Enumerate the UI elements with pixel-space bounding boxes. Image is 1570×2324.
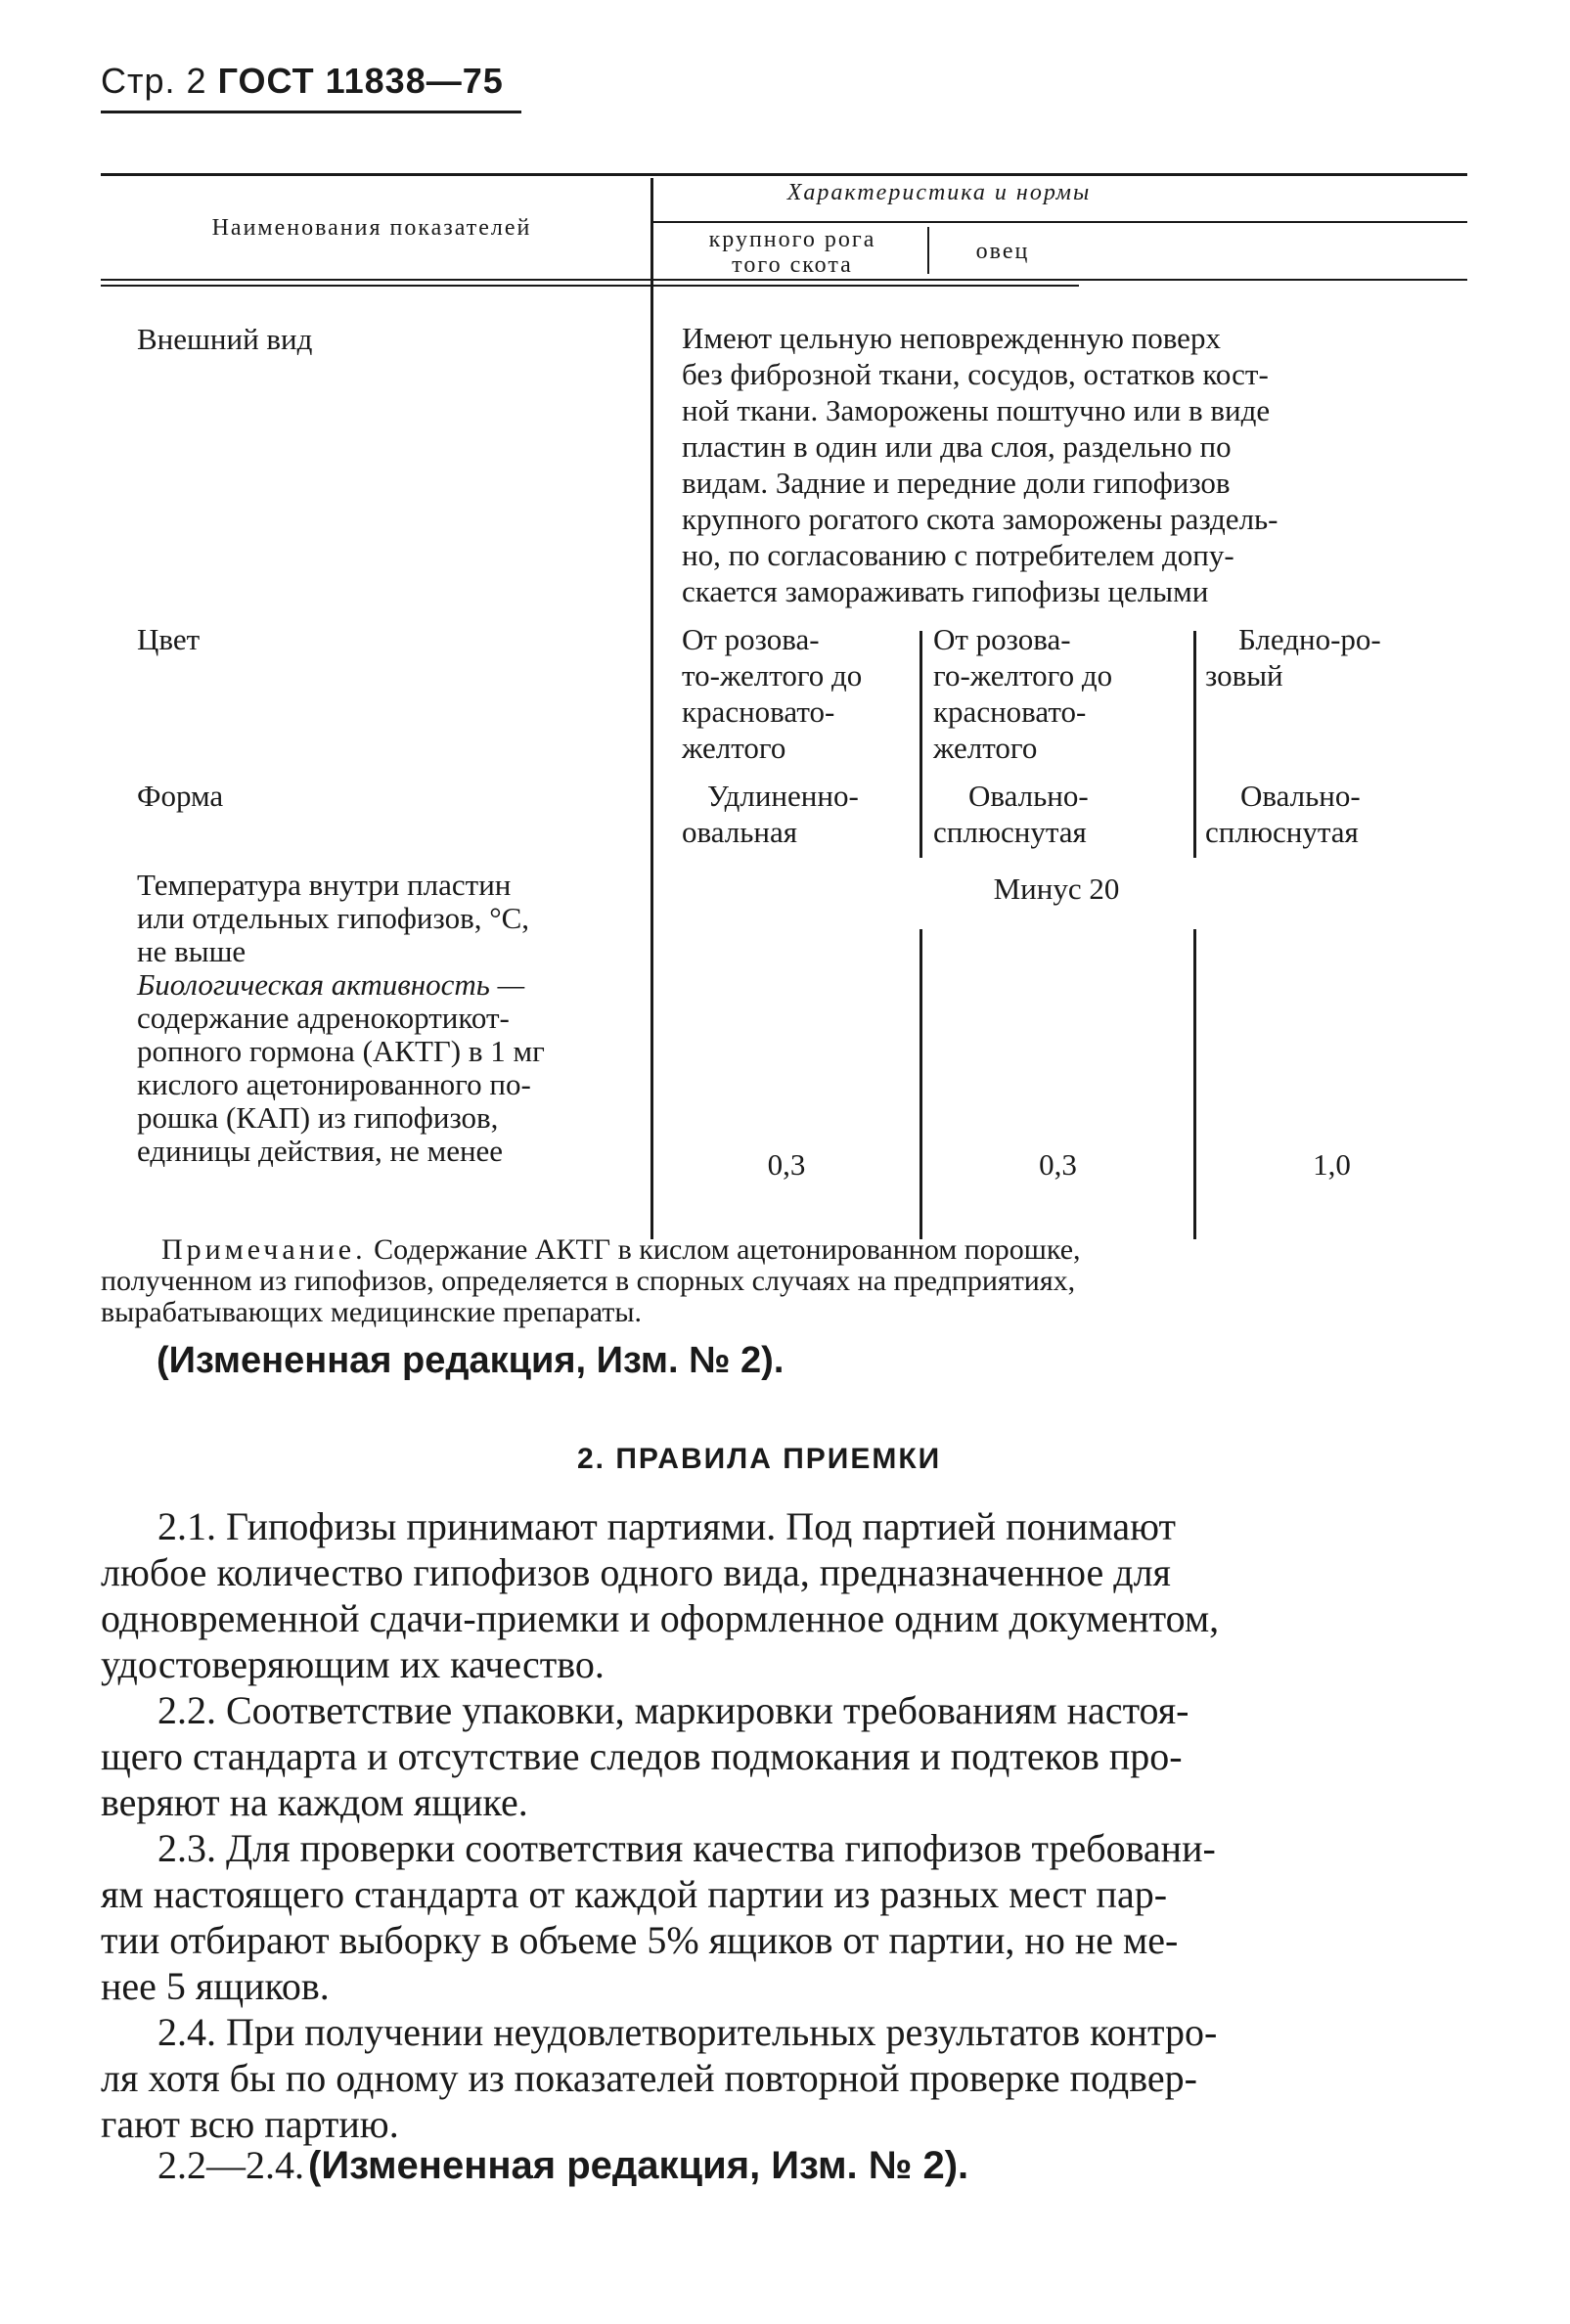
activity-label-line: единицы действия, не менее — [137, 1134, 504, 1168]
paragraph-2-3 — [101, 1825, 1216, 2009]
shape-col3-line: сплюснутая — [1205, 815, 1359, 849]
activity-label-line: рошка (КАП) из гипофизов, — [137, 1100, 499, 1135]
table-vrule-col2-a — [920, 631, 922, 858]
color-sheep-line: От розова- — [933, 622, 1071, 656]
shape-cattle-line: овальная — [682, 815, 797, 849]
subheader-rule — [652, 221, 1467, 223]
note-line: полученном из гипофизов, определяется в спорных случаях на предприятиях, — [101, 1265, 1076, 1297]
amendment-note-1: (Измененная редакция, Изм. № 2). — [157, 1340, 785, 1381]
activity-label-line: содержание адренокортикот- — [137, 1001, 510, 1035]
paragraph-line: гают всю партию. — [101, 2102, 399, 2146]
row-label-color: Цвет — [137, 622, 201, 656]
subheader-cattle-2: того скота — [732, 252, 853, 278]
paragraph-line: ям настоящего стандарта от каждой партии из разных мест пар- — [101, 1872, 1168, 1916]
color-sheep-line: красновато- — [933, 694, 1087, 729]
shape-sheep-line: сплюснутая — [933, 815, 1087, 849]
table-top-rule — [101, 173, 1467, 176]
column-header-name: Наименования показателей — [211, 215, 532, 241]
paragraph-line: нее 5 ящиков. — [101, 1964, 330, 2008]
activity-cattle: 0,3 — [767, 1147, 806, 1182]
shape-cattle-line: Удлиненно- — [707, 779, 859, 813]
appearance-line: видам. Задние и передние доли гипофизов — [682, 466, 1231, 500]
table-header-bottom-rule — [101, 279, 1467, 281]
table-header-bottom-rule-2 — [101, 285, 1079, 287]
color-sheep-line: го-желтого до — [933, 658, 1113, 693]
table-vrule-main — [650, 178, 653, 1239]
color-cattle-line: то-желтого до — [682, 658, 863, 693]
appearance-line: ной ткани. Заморожены поштучно или в виде — [682, 393, 1271, 427]
standard-code: ГОСТ 11838—75 — [217, 61, 504, 101]
color-col3-line: Бледно-ро- — [1238, 622, 1381, 656]
table-vrule-col2-b — [920, 929, 922, 1239]
appearance-text — [682, 320, 1278, 609]
activity-label-line: Биологическая активность — — [137, 967, 525, 1002]
activity-sheep: 0,3 — [1039, 1147, 1077, 1182]
shape-col3-line: Овально- — [1240, 779, 1361, 813]
page-number: Стр. 2 — [101, 61, 207, 101]
paragraph-line: 2.3. Для проверки соответствия качества гипофизов требовани- — [157, 1826, 1216, 1870]
temperature-label-line: Температура внутри пластин — [137, 868, 512, 902]
row-label-shape: Форма — [137, 779, 224, 813]
color-sheep-line: желтого — [933, 731, 1038, 765]
color-cattle-line: красновато- — [682, 694, 835, 729]
appearance-line: Имеют цельную неповрежденную поверх — [682, 321, 1221, 355]
paragraph-line: тии отбирают выборку в объеме 5% ящиков от партии, но не ме- — [101, 1918, 1179, 1962]
header-underline — [101, 111, 521, 113]
paragraph-line: ля хотя бы по одному из показателей повторной проверке подвер- — [101, 2056, 1197, 2100]
row-label-activity — [137, 968, 545, 1168]
table-vrule-col3-a — [1193, 631, 1196, 858]
paragraph-line: 2.2. Соответствие упаковки, маркировки требованиям настоя- — [157, 1688, 1189, 1732]
color-sheep — [933, 621, 1112, 766]
appearance-line: крупного рогатого скота заморожены раздель- — [682, 502, 1278, 536]
appearance-line: пластин в один или два слоя, раздельно по — [682, 429, 1232, 464]
paragraph-2-4 — [101, 2009, 1217, 2147]
color-col3-line: зовый — [1205, 658, 1283, 693]
row-label-temperature — [137, 869, 529, 968]
color-cattle-line: От розова- — [682, 622, 820, 656]
amendment-2-prefix: 2.2—2.4. — [157, 2143, 304, 2187]
color-col3 — [1205, 621, 1381, 693]
amendment-note-2 — [157, 2142, 968, 2188]
temperature-label-line: не выше — [137, 934, 247, 968]
activity-col3: 1,0 — [1313, 1147, 1351, 1182]
table-vrule-col3-b — [1193, 929, 1196, 1239]
paragraph-2-2 — [101, 1687, 1189, 1825]
paragraph-line: щего стандарта и отсутствие следов подмокания и подтеков про- — [101, 1734, 1183, 1778]
row-label-appearance: Внешний вид — [137, 322, 313, 356]
note-text: Содержание АКТГ в кислом ацетонированном порошке, — [366, 1233, 1081, 1266]
temperature-value: Минус 20 — [993, 872, 1120, 906]
shape-cattle — [682, 778, 859, 850]
paragraph-2-1 — [101, 1503, 1219, 1687]
appearance-line: без фиброзной ткани, сосудов, остатков кост- — [682, 357, 1269, 391]
paragraph-line: удостоверяющим их качество. — [101, 1642, 605, 1686]
paragraph-line: 2.1. Гипофизы принимают партиями. Под партией понимают — [157, 1504, 1176, 1548]
paragraph-line: веряют на каждом ящике. — [101, 1780, 528, 1824]
header-vrule-sub — [927, 227, 929, 274]
section-title: 2. ПРАВИЛА ПРИЕМКИ — [577, 1443, 942, 1475]
paragraph-line: 2.4. При получении неудовлетворительных результатов контро- — [157, 2010, 1218, 2054]
subheader-cattle-1: крупного рога — [708, 227, 876, 252]
shape-col3 — [1205, 778, 1361, 850]
paragraph-line: любое количество гипофизов одного вида, предназначенное для — [101, 1550, 1171, 1594]
activity-label-line: ропного гормона (АКТГ) в 1 мг — [137, 1034, 545, 1068]
color-cattle — [682, 621, 862, 766]
temperature-label-line: или отдельных гипофизов, °С, — [137, 901, 530, 935]
appearance-line: но, по согласованию с потребителем допу- — [682, 538, 1234, 572]
page-header — [101, 61, 504, 102]
appearance-line: скается замораживать гипофизы целыми — [682, 574, 1209, 608]
note-prefix: Примечание. — [161, 1233, 367, 1266]
color-cattle-line: желтого — [682, 731, 786, 765]
note-line: вырабатывающих медицинские препараты. — [101, 1296, 643, 1328]
column-header-group: Характеристика и нормы — [786, 180, 1092, 205]
amendment-2-text: (Измененная редакция, Изм. № 2). — [308, 2144, 969, 2187]
shape-sheep — [933, 778, 1089, 850]
shape-sheep-line: Овально- — [968, 779, 1089, 813]
table-note — [101, 1234, 1081, 1328]
note-line — [101, 1234, 1081, 1266]
paragraph-line: одновременной сдачи-приемки и оформленное одним документом, — [101, 1596, 1220, 1640]
subheader-sheep: овец — [975, 239, 1030, 264]
activity-label-line: кислого ацетонированного по- — [137, 1067, 531, 1101]
